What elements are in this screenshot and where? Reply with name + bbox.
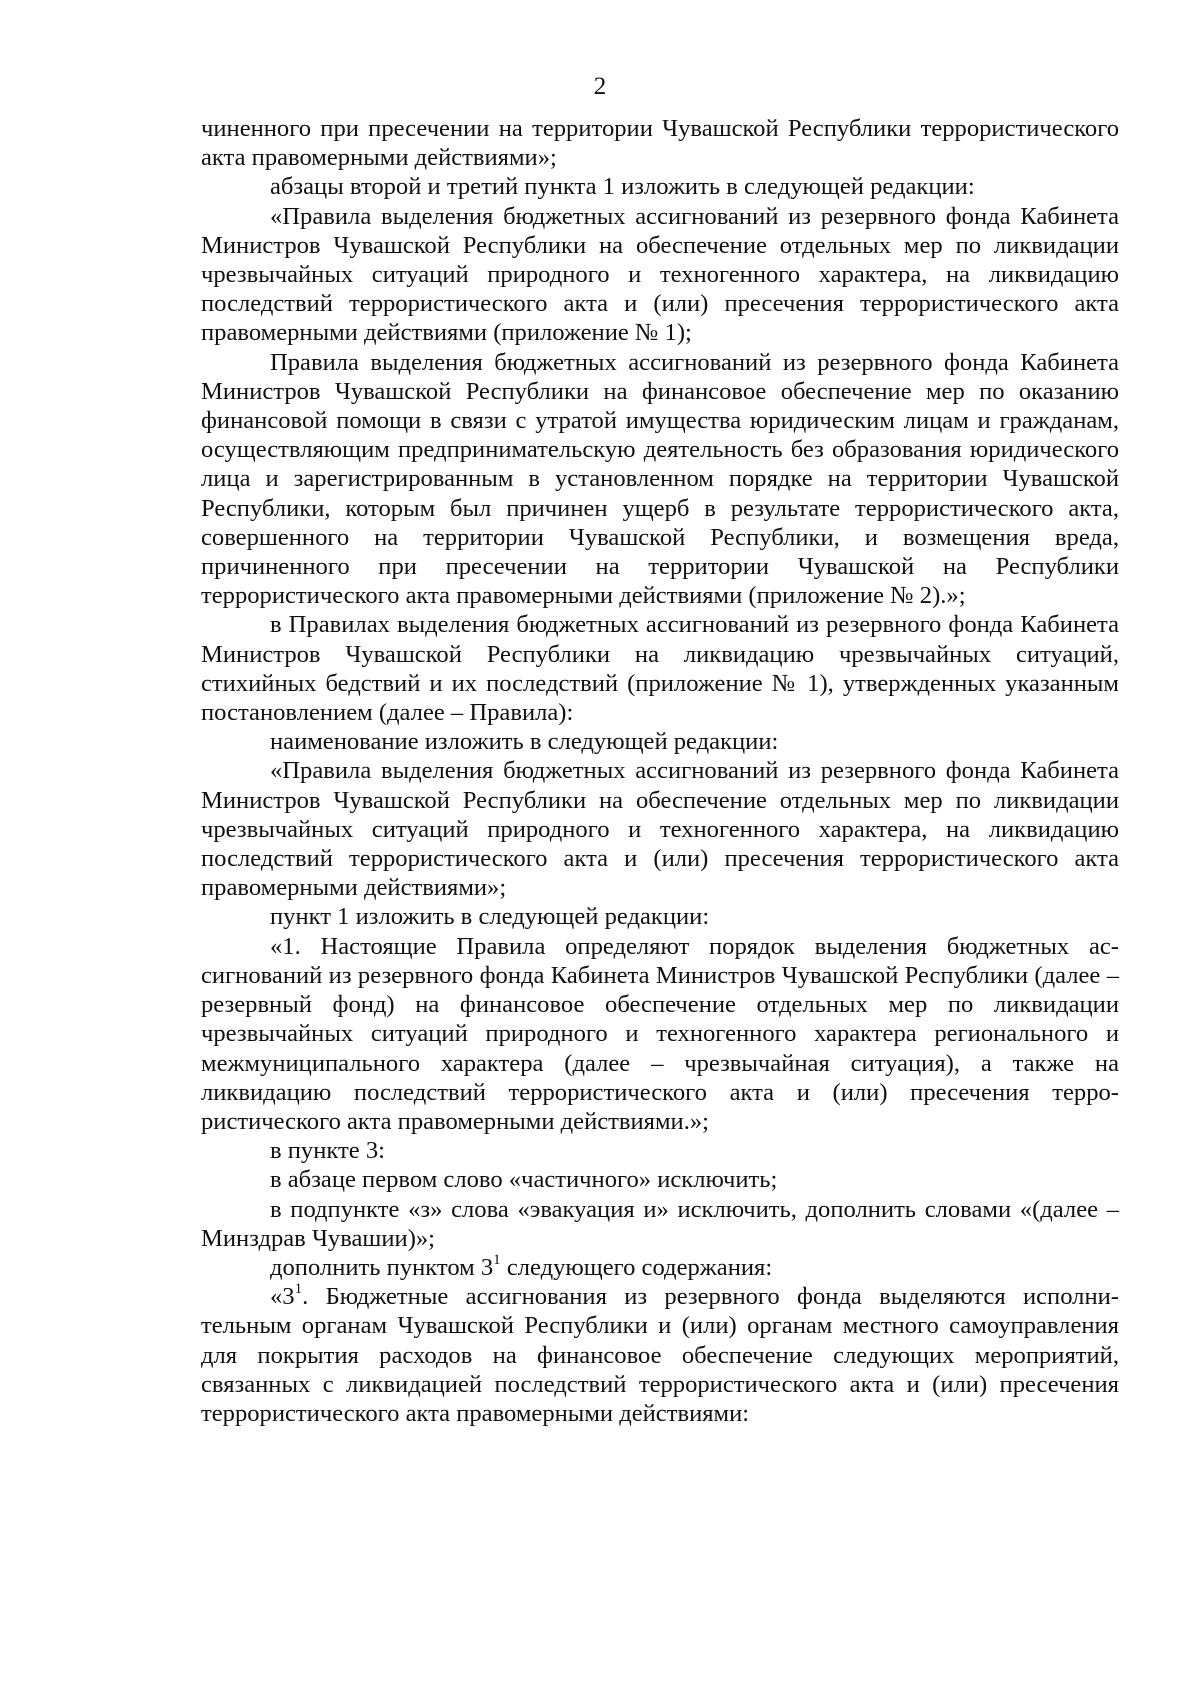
paragraph: чиненного при пресечении на территории Чувашской Республики террористического акта правомерными действиями»; xyxy=(201,115,1119,172)
paragraph xyxy=(201,1253,1119,1282)
text-run: . Бюджетные ассигнования из резервного фонда выделяются исполнительным органам Чувашской Республики и (или) органам местного самоуправления для покрытия расходов на финансовое обеспечение следующих мероприятий, связанных с ликвидацией последствий террористического акта и (или) пресечения террористического акта правомерными действиями: xyxy=(201,1283,1119,1427)
superscript: 1 xyxy=(493,1251,501,1268)
paragraph: «1. Настоящие Правила определяют порядок выделения бюджетных ассигнований из резервного фонда Кабинета Министров Чувашской Республики (далее – резервный фонд) на финансовое обеспечение отдельных мер по ликвидации чрезвычайных ситуаций природного и техногенного характера регионального и межмуниципального характера (далее – чрезвычайная ситуация), а также на ликвидацию последствий террористического акта и (или) пресечения террористического акта правомерными действиями.»; xyxy=(201,932,1119,1135)
paragraph: в абзаце первом слово «частичного» исключить; xyxy=(270,1166,778,1194)
paragraph: наименование изложить в следующей редакции: xyxy=(270,728,779,756)
paragraph: в Правилах выделения бюджетных ассигнований из резервного фонда Кабинета Министров Чувашской Республики на ликвидацию чрезвычайных ситуаций, стихийных бедствий и их последствий (приложение № 1), утвержденных указанным постановлением (далее – Правила): xyxy=(201,611,1119,727)
paragraph: в пункте 3: xyxy=(270,1137,385,1165)
superscript: 1 xyxy=(294,1280,303,1297)
paragraph xyxy=(201,1282,1119,1428)
paragraph: пункт 1 изложить в следующей редакции: xyxy=(270,903,710,931)
paragraph: абзацы второй и третий пункта 1 изложить в следующей редакции: xyxy=(270,173,975,201)
paragraph: Правила выделения бюджетных ассигнований из резервного фонда Кабинета Министров Чувашской Республики на финансовое обеспечение мер по оказанию финансовой помощи в связи с утратой имущества юридическим лицам и гражданам, осуществляющим предпринимательскую деятельность без образования юридического лица и зарегистрированным в установленном порядке на территории Чувашской Республики, которым был причинен ущерб в результате террористического акта, совершенного на территории Чувашской Республики, и возмещения вреда, причиненного при пресечении на территории Чувашской на Республики террористического акта правомерными действиями (приложение № 2).»; xyxy=(201,348,1119,610)
page-number: 2 xyxy=(593,73,607,100)
document-body xyxy=(201,114,1119,1428)
text-run: дополнить пунктом 3 xyxy=(270,1253,494,1281)
paragraph: в подпункте «з» слова «эвакуация и» исключить, дополнить словами «(далее – Минздрав Чувашии)»; xyxy=(201,1195,1119,1252)
text-run: «3 xyxy=(270,1283,295,1311)
text-run: следующего содержания: xyxy=(500,1253,773,1281)
paragraph: «Правила выделения бюджетных ассигнований из резервного фонда Кабинета Министров Чувашской Республики на обеспечение отдельных мер по ликвидации чрезвычайных ситуаций природного и техногенного характера, на ликвидацию последствий террористического акта и (или) пресечения террористического акта правомерными действиями»; xyxy=(201,757,1119,902)
paragraph: «Правила выделения бюджетных ассигнований из резервного фонда Кабинета Министров Чувашской Республики на обеспечение отдельных мер по ликвидации чрезвычайных ситуаций природного и техногенного характера, на ликвидацию последствий террористического акта и (или) пресечения террористического акта правомерными действиями (приложение № 1); xyxy=(201,202,1119,347)
